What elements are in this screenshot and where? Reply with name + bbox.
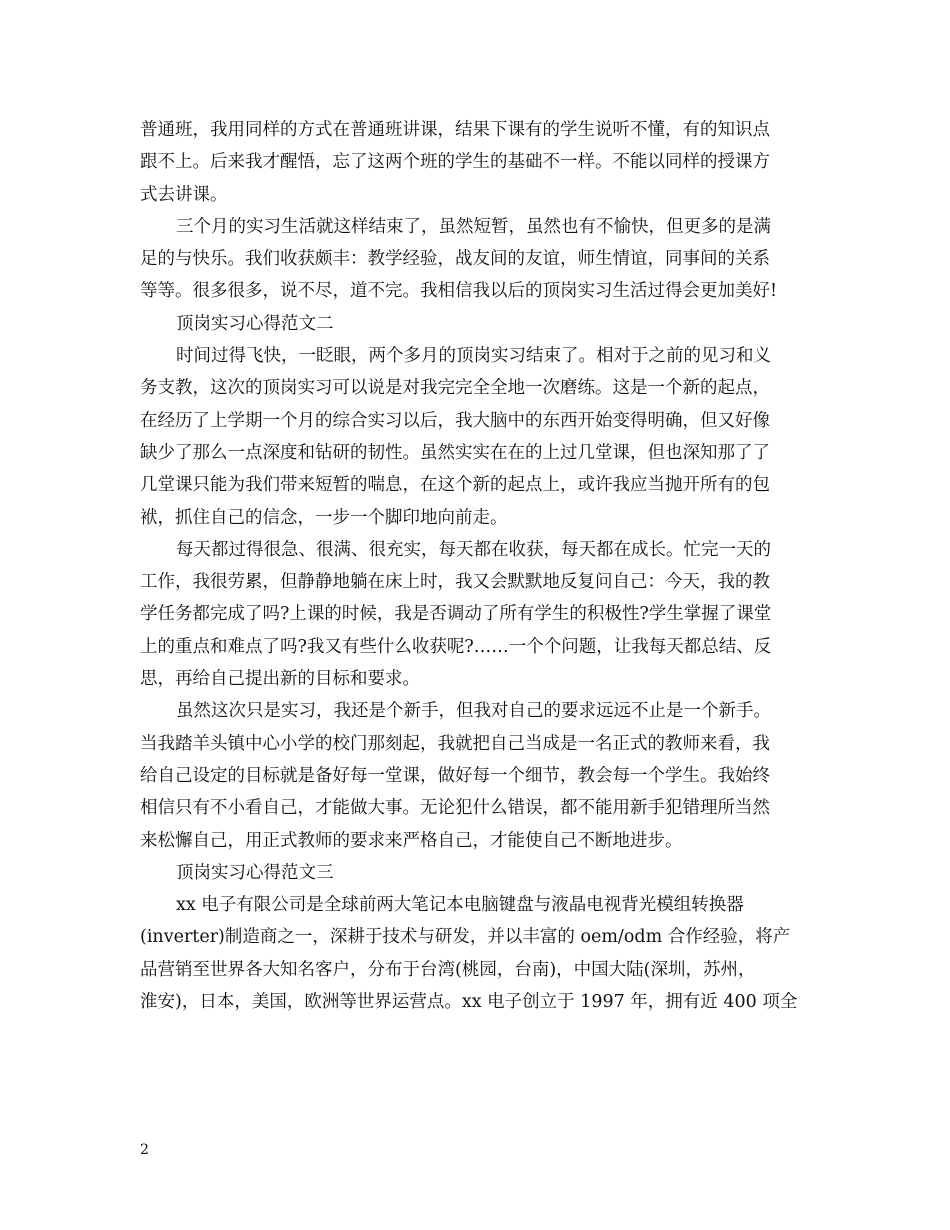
text-line: (inverter)制造商之一，深耕于技术与研发，并以丰富的 oem/odm 合作经验，将产	[140, 927, 791, 948]
text-line: 足的与快乐。我们收获颇丰：教学经验，战友间的友谊，师生情谊，同事间的关系	[140, 249, 770, 270]
text-line: 学任务都完成了吗?上课的时候，我是否调动了所有学生的积极性?学生掌握了课堂	[140, 604, 772, 625]
text-line: 淮安)，日本，美国，欧洲等世界运营点。xx 电子创立于 1997 年，拥有近 400 项全	[140, 992, 798, 1013]
document-body	[140, 114, 820, 1018]
text-line: 式去讲课。	[140, 184, 228, 205]
text-line: 来松懈自己，用正式教师的要求来严格自己，才能使自己不断地进步。	[140, 830, 683, 851]
text-line: 思，再给自己提出新的目标和要求。	[140, 669, 420, 690]
text-line: 虽然这次只是实习，我还是个新手，但我对自己的要求远远不止是一个新手。	[176, 701, 771, 722]
text-line: 顶岗实习心得范文三	[176, 862, 334, 883]
text-line: 跟不上。后来我才醒悟，忘了这两个班的学生的基础不一样。不能以同样的授课方	[140, 152, 770, 173]
text-line: 每天都过得很急、很满、很充实，每天都在收获，每天都在成长。忙完一天的	[176, 539, 771, 560]
text-line: 在经历了上学期一个月的综合实习以后，我大脑中的东西开始变得明确，但又好像	[140, 410, 770, 431]
text-line: 上的重点和难点了吗?我又有些什么收获呢?……一个个问题，让我每天都总结、反	[140, 636, 772, 657]
text-line: 三个月的实习生活就这样结束了，虽然短暂，虽然也有不愉快，但更多的是满	[176, 216, 771, 237]
text-line: 几堂课只能为我们带来短暂的喘息，在这个新的起点上，或许我应当抛开所有的包	[140, 475, 770, 496]
text-line: 工作，我很劳累，但静静地躺在床上时，我又会默默地反复问自己：今天，我的教	[140, 572, 770, 593]
text-line: 袱，抓住自己的信念，一步一个脚印地向前走。	[140, 507, 508, 528]
text-line: 当我踏羊头镇中心小学的校门那刻起，我就把自己当成是一名正式的教师来看，我	[140, 733, 770, 754]
text-line: 顶岗实习心得范文二	[176, 313, 334, 334]
text-line: 缺少了那么一点深度和钻研的韧性。虽然实实在在的上过几堂课，但也深知那了了	[140, 442, 770, 463]
page-number: 2	[140, 1142, 149, 1158]
text-line: 相信只有不小看自己，才能做大事。无论犯什么错误，都不能用新手犯错理所当然	[140, 798, 770, 819]
text-line: 务支教，这次的顶岗实习可以说是对我完完全全地一次磨练。这是一个新的起点，	[140, 378, 770, 399]
text-line: xx 电子有限公司是全球前两大笔记本电脑键盘与液晶电视背光模组转换器	[176, 895, 744, 916]
text-line: 时间过得飞快，一眨眼，两个多月的顶岗实习结束了。相对于之前的见习和义	[176, 346, 771, 367]
text-line: 普通班，我用同样的方式在普通班讲课，结果下课有的学生说听不懂，有的知识点	[140, 120, 770, 140]
text-line: 等等。很多很多，说不尽，道不完。我相信我以后的顶岗实习生活过得会更加美好!	[140, 281, 778, 302]
text-line: 品营销至世界各大知名客户，分布于台湾(桃园，台南)，中国大陆(深圳，苏州，	[140, 959, 756, 980]
text-line: 给自己设定的目标就是备好每一堂课，做好每一个细节，教会每一个学生。我始终	[140, 765, 770, 786]
